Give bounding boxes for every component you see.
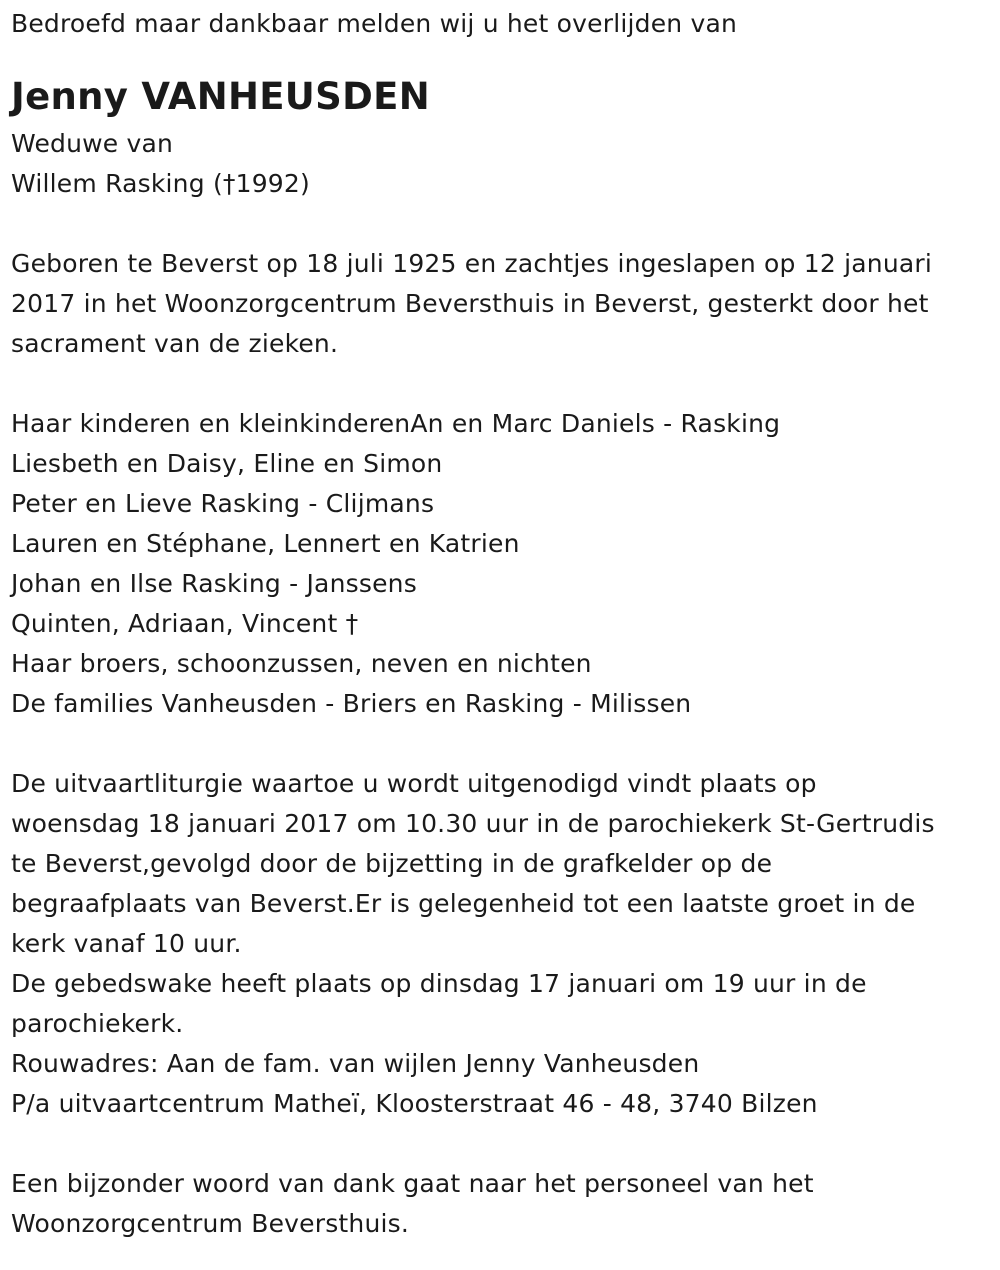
funeral-line: begraafplaats van Beverst.Er is gelegenheid tot een laatste groet in de <box>11 889 916 918</box>
funeral-line: P/a uitvaartcentrum Matheï, Kloosterstraat 46 - 48, 3740 Bilzen <box>11 1089 818 1118</box>
family-line: Peter en Lieve Rasking - Clijmans <box>11 489 435 518</box>
funeral-line: te Beverst,gevolgd door de bijzetting in de grafkelder op de <box>11 849 773 878</box>
thanks-line: Woonzorgcentrum Beversthuis. <box>11 1209 410 1238</box>
spacer <box>11 204 986 244</box>
thanks-paragraph <box>11 1164 986 1244</box>
funeral-line: woensdag 18 januari 2017 om 10.30 uur in de parochiekerk St-Gertrudis <box>11 809 935 838</box>
family-line: Haar kinderen en kleinkinderenAn en Marc Daniels - Rasking <box>11 409 781 438</box>
funeral-paragraph <box>11 764 986 1124</box>
death-notice <box>11 4 986 1244</box>
family-line: Johan en Ilse Rasking - Janssens <box>11 569 417 598</box>
funeral-line: De gebedswake heeft plaats op dinsdag 17 januari om 19 uur in de <box>11 969 867 998</box>
funeral-line: De uitvaartliturgie waartoe u wordt uitgenodigd vindt plaats op <box>11 769 817 798</box>
family-line: Haar broers, schoonzussen, neven en nichten <box>11 649 592 678</box>
family-line: Liesbeth en Daisy, Eline en Simon <box>11 449 443 478</box>
family-line: Quinten, Adriaan, Vincent † <box>11 609 359 638</box>
funeral-line: parochiekerk. <box>11 1009 184 1038</box>
funeral-line: kerk vanaf 10 uur. <box>11 929 242 958</box>
spacer <box>11 1124 986 1164</box>
spouse-name: Willem Rasking (†1992) <box>11 169 310 198</box>
spacer <box>11 724 986 764</box>
funeral-line: Rouwadres: Aan de fam. van wijlen Jenny Vanheusden <box>11 1049 700 1078</box>
spacer <box>11 364 986 404</box>
spouse-prefix: Weduwe van <box>11 129 174 158</box>
family-list <box>11 404 986 724</box>
family-line: Lauren en Stéphane, Lennert en Katrien <box>11 529 520 558</box>
birth-death-paragraph <box>11 244 986 364</box>
paragraph-line: sacrament van de zieken. <box>11 329 339 358</box>
deceased-name: Jenny VANHEUSDEN <box>11 75 430 118</box>
paragraph-line: Geboren te Beverst op 18 juli 1925 en zachtjes ingeslapen op 12 januari <box>11 249 933 278</box>
intro-text: Bedroefd maar dankbaar melden wij u het overlijden van <box>11 9 738 38</box>
family-line: De families Vanheusden - Briers en Rasking - Milissen <box>11 689 692 718</box>
paragraph-line: 2017 in het Woonzorgcentrum Beversthuis in Beverst, gesterkt door het <box>11 289 929 318</box>
thanks-line: Een bijzonder woord van dank gaat naar het personeel van het <box>11 1169 814 1198</box>
